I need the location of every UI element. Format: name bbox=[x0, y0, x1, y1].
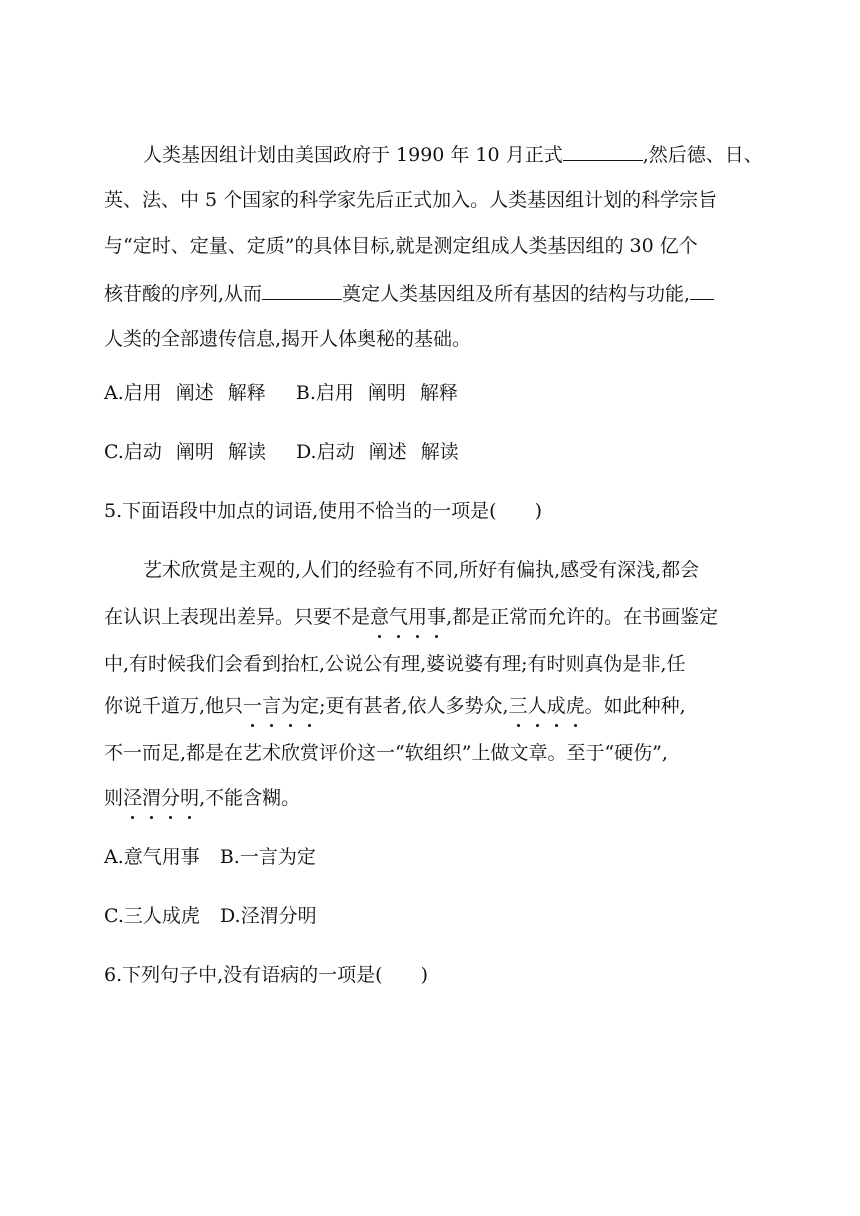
emphasis-char: 虎 bbox=[565, 695, 585, 717]
emphasis-char: 成 bbox=[546, 695, 566, 717]
passage-text: 。如此种种, bbox=[584, 695, 686, 717]
emphasis-char: 为 bbox=[281, 695, 301, 717]
option-a: A.启用 阐述 解释 bbox=[104, 382, 266, 404]
option-row bbox=[104, 845, 316, 869]
option-c: C.启动 阐明 解读 bbox=[104, 441, 266, 463]
question-stem: 6.下列句子中,没有语病的一项是( ) bbox=[104, 964, 428, 986]
option-row bbox=[104, 904, 317, 928]
emphasis-char: 意 bbox=[370, 606, 390, 628]
emphasis-char: 用 bbox=[408, 606, 428, 628]
emphasis-char: 一 bbox=[243, 695, 263, 717]
passage-line bbox=[104, 605, 718, 629]
passage-line bbox=[143, 142, 763, 167]
passage-line: 不一而足,都是在艺术欣赏评价这一“软组织”上做文章。至于“硬伤”, bbox=[104, 742, 668, 764]
fill-blank bbox=[690, 281, 714, 300]
emphasis-char: 明 bbox=[180, 787, 200, 809]
passage-line bbox=[104, 786, 300, 810]
emphasis-char: 分 bbox=[161, 787, 181, 809]
dotted-word bbox=[123, 787, 199, 809]
passage-line: 与“定时、定量、定质”的具体目标,就是测定组成人类基因组的 30 亿个 bbox=[104, 235, 698, 257]
emphasis-char: 人 bbox=[527, 695, 547, 717]
passage-line: 艺术欣赏是主观的,人们的经验有不同,所好有偏执,感受有深浅,都会 bbox=[143, 559, 700, 581]
emphasis-char: 三 bbox=[508, 695, 528, 717]
option-d: D.泾渭分明 bbox=[219, 905, 317, 927]
fill-blank bbox=[262, 281, 342, 300]
passage-text: ;更有甚者,依人多势众, bbox=[319, 695, 509, 717]
option-b: B.启用 阐明 解释 bbox=[295, 382, 458, 404]
passage-line: 中,有时候我们会看到抬杠,公说公有理,婆说婆有理;有时则真伪是非,任 bbox=[104, 653, 686, 675]
emphasis-char: 言 bbox=[262, 695, 282, 717]
option-row bbox=[104, 440, 459, 464]
passage-text: 则 bbox=[104, 787, 124, 809]
dotted-word bbox=[370, 606, 446, 628]
question-stem: 5.下面语段中加点的词语,使用不恰当的一项是( ) bbox=[104, 500, 542, 522]
option-b: B.一言为定 bbox=[219, 846, 316, 868]
passage-text: 人类基因组计划由美国政府于 1990 年 10 月正式 bbox=[143, 144, 563, 166]
passage-text: 奠定人类基因组及所有基因的结构与功能, bbox=[342, 283, 691, 305]
passage-text: 在认识上表现出差异。只要不是 bbox=[104, 606, 371, 628]
passage-line: 人类的全部遗传信息,揭开人体奥秘的基础。 bbox=[104, 328, 472, 350]
emphasis-char: 气 bbox=[389, 606, 409, 628]
passage-text: ,都是正常而允许的。在书画鉴定 bbox=[446, 606, 719, 628]
emphasis-char: 定 bbox=[300, 695, 320, 717]
passage-line bbox=[104, 694, 686, 718]
emphasis-char: 渭 bbox=[142, 787, 162, 809]
emphasis-char: 泾 bbox=[123, 787, 143, 809]
emphasis-char: 事 bbox=[427, 606, 447, 628]
option-row bbox=[104, 381, 458, 405]
passage-line: 英、法、中 5 个国家的科学家先后正式加入。人类基因组计划的科学宗旨 bbox=[104, 189, 718, 211]
fill-blank bbox=[563, 142, 643, 161]
passage-text: ,然后德、日、 bbox=[642, 144, 763, 166]
option-c: C.三人成虎 bbox=[104, 905, 200, 927]
passage-text: ,不能含糊。 bbox=[199, 787, 301, 809]
passage-line bbox=[104, 281, 714, 306]
passage-text: 核苷酸的序列,从而 bbox=[104, 283, 263, 305]
option-d: D.启动 阐述 解读 bbox=[296, 441, 459, 463]
dotted-word bbox=[509, 695, 585, 717]
passage-text: 你说千道万,他只 bbox=[104, 695, 244, 717]
option-a: A.意气用事 bbox=[104, 846, 200, 868]
dotted-word bbox=[243, 695, 319, 717]
